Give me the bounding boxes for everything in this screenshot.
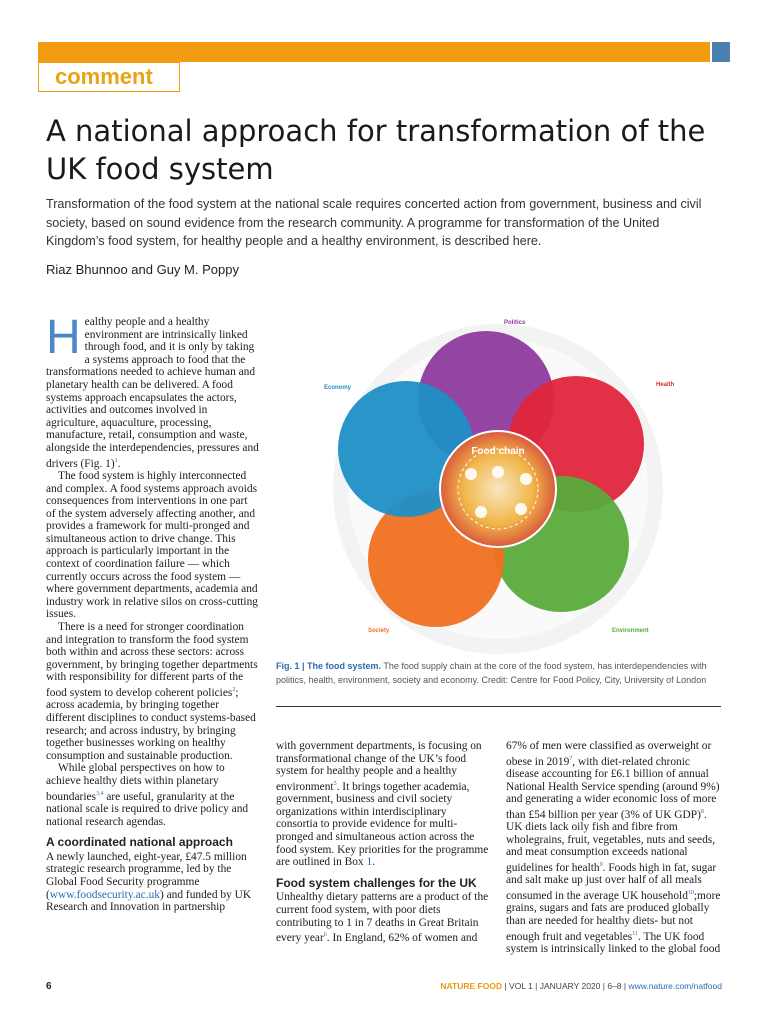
society-label: Society — [368, 628, 390, 634]
box-link[interactable]: 1 — [366, 856, 373, 869]
paragraph: with government departments, is focusing on transformational change of the UK’s food system for healthy people and a healthy environment$^5$. It brings together academia, government, business and civil society organizations within interdisciplinary consortia to provide evidence for multi-pronged and simultaneous action across the food system. Key priorities for the programme are outlined in Box 1. — [276, 740, 489, 869]
section-tag — [38, 62, 180, 92]
article-title: A national approach for transformation of the UK food system — [46, 114, 706, 186]
journal-url[interactable]: www.nature.com/natfood — [628, 981, 722, 991]
economy-label: Economy — [324, 385, 352, 391]
food-chain-label: Food chain — [471, 446, 525, 457]
section-tag-label: comment — [55, 64, 153, 89]
text-column-2 — [276, 740, 491, 945]
reference-link[interactable]: 11 — [632, 930, 638, 937]
food-system-figure — [276, 314, 721, 654]
drop-cap: H — [46, 311, 81, 364]
footer-info: NATURE FOOD | VOL 1 | JANUARY 2020 | 6–8 | www.nature.com/natfood — [440, 981, 722, 991]
paragraph: 67% of men were classified as overweight or obese in 2019$^7$, with diet-related chronic disease accounting for £6.1 billion of annual National Health Service spending (around 9%) and generating a wider economic loss of more than £54 billion per year (3% of UK GDP)$^8$. UK diets lack oily fish and fibre from wholegrains, fruit, vegetables, nuts and seeds, and meat consumption exceeds national guidelines for health$^9$. Foods high in fat, sugar and salt make up just over half of all meals consumed in the average UK household$^{10}$;more grains, sugars and fats are produced globally than are needed for healthy diets- but not enough fruit and vegetables$^{11}$. The UK food system is intrinsically linked to the global food — [506, 740, 721, 955]
retail-icon — [520, 473, 532, 485]
waste-icon — [475, 506, 487, 518]
page-number: 6 — [46, 981, 52, 992]
reference-link[interactable]: 1 — [114, 457, 118, 464]
reference-link[interactable]: 6 — [323, 932, 327, 939]
journal-name: NATURE FOOD — [440, 981, 503, 991]
reference-link[interactable]: 9 — [599, 861, 603, 868]
reference-link[interactable]: 3,4 — [95, 790, 104, 797]
eating-icon — [515, 503, 527, 515]
section-heading: A coordinated national approach — [46, 835, 233, 850]
section-heading: Food system challenges for the UK — [276, 875, 477, 890]
politics-label: Politics — [504, 320, 526, 326]
processing-icon — [492, 466, 504, 478]
header-color-bar — [38, 42, 710, 62]
production-icon — [465, 468, 477, 480]
paragraph: Unhealthy dietary patterns are a product of the current food system, with poor diets contributing to 1 in 7 deaths in Great Britain every year$^6$. In England, 62% of women and — [276, 891, 489, 944]
paragraph: Healthy people and a healthy environment are intrinsically linked through food, and it is only by taking a systems approach to food that the transformations needed to achieve human and planetary health can be delivered. A food systems approach encapsulates the actors, activities and outcomes involved in agriculture, aquaculture, processing, manufacture, retail, consumption and waste, alongside the interdependencies, pressures and drivers (Fig. 1)$^1$. — [46, 311, 259, 470]
caption-label: Fig. 1 | The food system. — [276, 661, 382, 671]
paragraph: The food system is highly interconnected and complex. A food systems approach avoids consequences from interventions in one part of the system adversely affecting another, and provides a framework for multi-pronged and simultaneous action to drive change. This approach is particularly important in the context of coordination failure — which currently occurs across the food system — where government departments, academia and industry work in relative silos on cross-cutting issues. — [46, 469, 258, 621]
text-column-1 — [46, 311, 259, 914]
standfirst: Transformation of the food system at the national scale requires concerted action from government, business and civil society, based on sound evidence from the research community. A programme for transformation of the United Kingdom’s food system, for healthy people and a healthy environment, is described here. — [46, 197, 702, 248]
divider — [276, 706, 721, 707]
paragraph: A newly launched, eight-year, £47.5 million strategic research programme, led by the Global Food Security programme (www.foodsecurity.ac.uk) and funded by UK Research and Innovation in partnership — [46, 850, 252, 914]
programme-link[interactable]: www.foodsecurity.ac.uk — [49, 888, 160, 901]
environment-label: Environment — [612, 628, 649, 634]
reference-link[interactable]: 2 — [232, 687, 236, 694]
reference-link[interactable]: 7 — [569, 755, 573, 762]
authors: Riaz Bhunnoo and Guy M. Poppy — [46, 262, 239, 277]
figure-caption: Fig. 1 | The food system. The food supply chain at the core of the food system, has interdependencies with politics, health, environment, society and economy. Credit: Centre for Food Policy, City, University of London — [276, 661, 707, 685]
paragraph: There is a need for stronger coordination and integration to transform the food system both within and across these sectors: across government, by bringing together departments with responsibility for different parts of the food system to develop coherent policies$^2$; across academia, by bringing together different disciplines to conduct systems-based research; and across industry, by bringing together businesses working on healthy consumption and sustainable production. — [46, 621, 258, 762]
reference-link[interactable]: 10 — [687, 889, 694, 896]
health-label: Health — [656, 382, 675, 388]
paragraph: While global perspectives on how to achieve healthy diets within planetary boundaries$^{3,4}$ are useful, granularity at the national scale is required to drive policy and national research agendas. — [46, 762, 249, 828]
reference-link[interactable]: 5 — [333, 780, 337, 787]
text-column-3 — [506, 740, 721, 955]
header-accent-box — [712, 42, 730, 62]
reference-link[interactable]: 8 — [700, 808, 704, 815]
food-system-diagram — [276, 314, 721, 654]
